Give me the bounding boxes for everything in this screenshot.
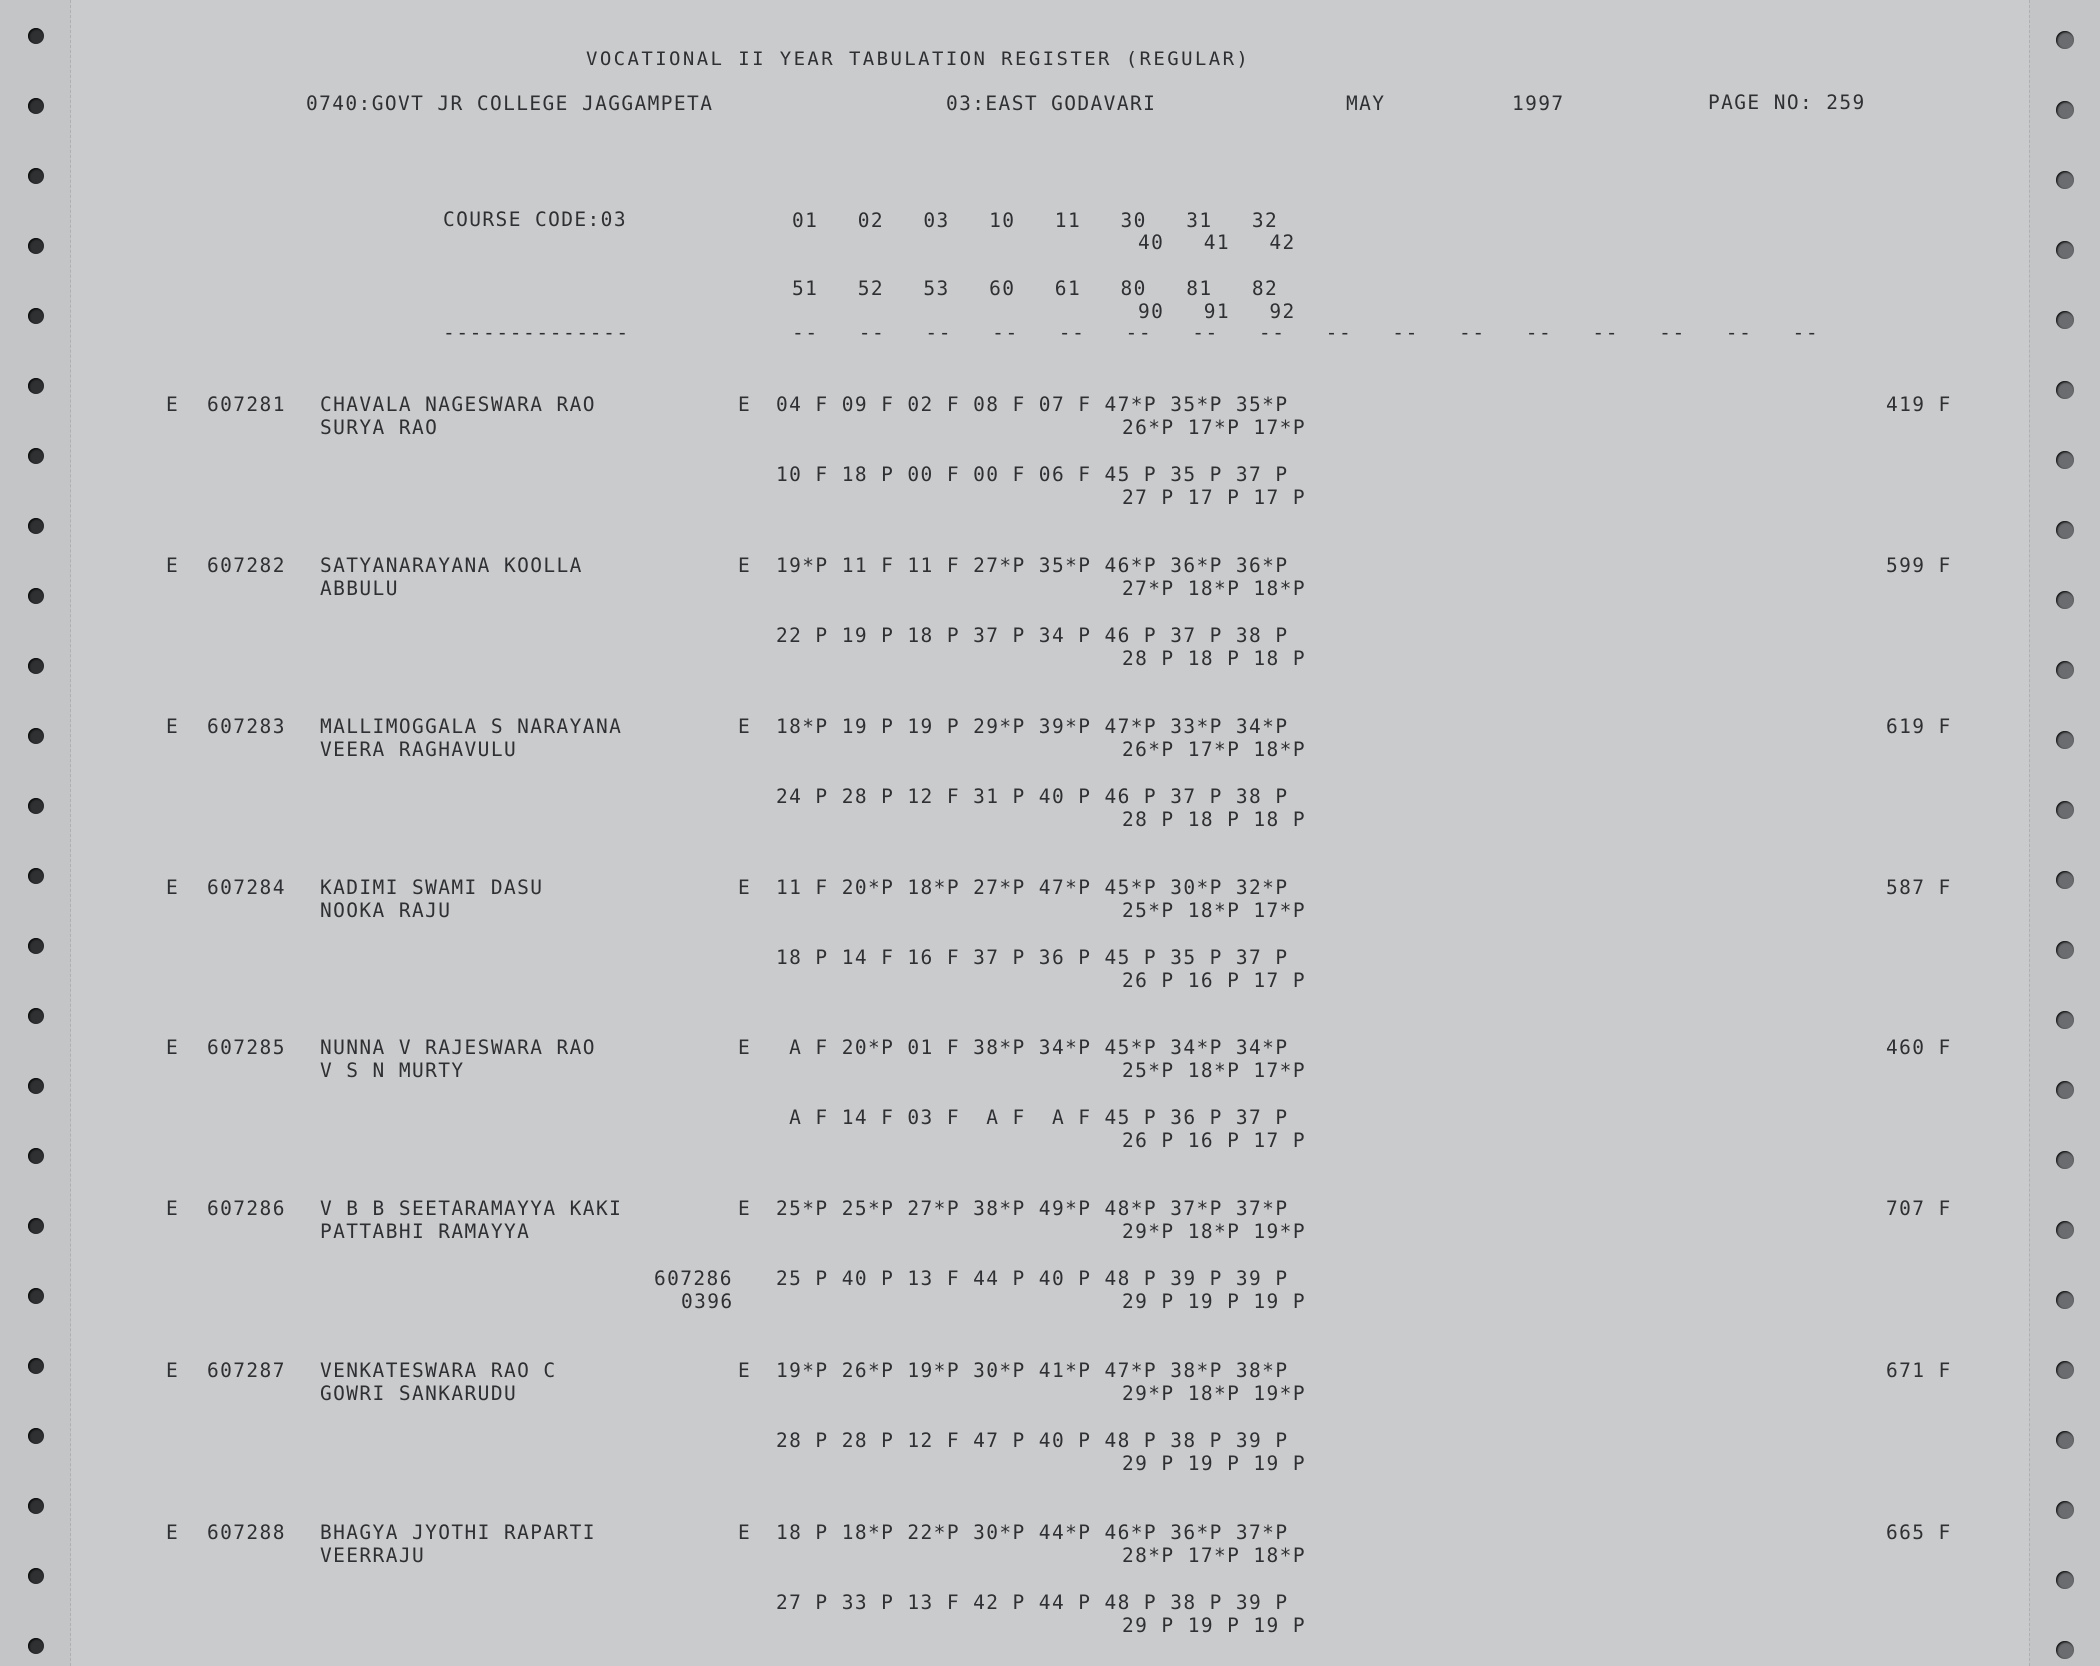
year1-marks: A F 20*P 01 F 38*P 34*P 45*P 34*P 34*P xyxy=(776,1036,1289,1059)
year2-marks: 25 P 40 P 13 F 44 P 40 P 48 P 39 P 39 P xyxy=(776,1267,1289,1290)
reference-number: 607286 xyxy=(654,1267,733,1290)
sprocket-hole xyxy=(2056,171,2074,189)
sprocket-hole xyxy=(28,588,44,604)
sprocket-hole xyxy=(28,308,44,324)
total-and-result: 619 F xyxy=(1886,715,1952,738)
college-name: 0740:GOVT JR COLLEGE JAGGAMPETA xyxy=(306,92,714,115)
year1-marks-sub: 28*P 17*P 18*P xyxy=(1122,1544,1306,1567)
sprocket-hole xyxy=(28,938,44,954)
sprocket-hole xyxy=(28,1498,44,1514)
student-flag: E xyxy=(166,393,180,416)
sprocket-hole xyxy=(2056,1221,2074,1239)
total-and-result: 419 F xyxy=(1886,393,1952,416)
student-name: SATYANARAYANA KOOLLA xyxy=(320,554,583,577)
total-and-result: 665 F xyxy=(1886,1521,1952,1544)
year1-marks: 19*P 26*P 19*P 30*P 41*P 47*P 38*P 38*P xyxy=(776,1359,1289,1382)
year2-marks-sub: 28 P 18 P 18 P xyxy=(1122,647,1306,670)
year2-marks-sub: 27 P 17 P 17 P xyxy=(1122,486,1306,509)
year2-marks-sub: 29 P 19 P 19 P xyxy=(1122,1614,1306,1637)
roll-number: 607287 xyxy=(207,1359,286,1382)
year2-marks-sub: 29 P 19 P 19 P xyxy=(1122,1290,1306,1313)
subject-codes-row2-sub: 90 91 92 xyxy=(1138,300,1296,323)
student-flag: E xyxy=(166,1359,180,1382)
course-code: COURSE CODE:03 xyxy=(443,208,627,231)
sprocket-hole xyxy=(2056,311,2074,329)
sprocket-hole xyxy=(2056,801,2074,819)
year1-marks-sub: 29*P 18*P 19*P xyxy=(1122,1220,1306,1243)
total-and-result: 460 F xyxy=(1886,1036,1952,1059)
year1-marks-sub: 29*P 18*P 19*P xyxy=(1122,1382,1306,1405)
subject-codes-row2: 51 52 53 60 61 80 81 82 xyxy=(792,277,1279,300)
sprocket-hole xyxy=(2056,1571,2074,1589)
sprocket-hole xyxy=(28,1568,44,1584)
reference-code: 0396 xyxy=(681,1290,734,1313)
sprocket-hole xyxy=(28,1148,44,1164)
student-name: VENKATESWARA RAO C xyxy=(320,1359,557,1382)
student-flag: E xyxy=(166,876,180,899)
year1-marks-sub: 26*P 17*P 18*P xyxy=(1122,738,1306,761)
student-name: V B B SEETARAMAYYA KAKI xyxy=(320,1197,623,1220)
report-title: VOCATIONAL II YEAR TABULATION REGISTER (REGULAR) xyxy=(586,48,1251,70)
medium-code: E xyxy=(738,554,752,577)
roll-number: 607282 xyxy=(207,554,286,577)
medium-code: E xyxy=(738,1359,752,1382)
sprocket-hole xyxy=(2056,731,2074,749)
roll-number: 607283 xyxy=(207,715,286,738)
sprocket-hole xyxy=(2056,871,2074,889)
sprocket-hole xyxy=(28,1428,44,1444)
year1-marks-sub: 25*P 18*P 17*P xyxy=(1122,899,1306,922)
student-flag: E xyxy=(166,1036,180,1059)
year2-marks: 27 P 33 P 13 F 42 P 44 P 48 P 38 P 39 P xyxy=(776,1591,1289,1614)
sprocket-hole xyxy=(2056,1641,2074,1659)
year1-marks-sub: 26*P 17*P 17*P xyxy=(1122,416,1306,439)
sprocket-hole xyxy=(2056,101,2074,119)
student-name: MALLIMOGGALA S NARAYANA xyxy=(320,715,623,738)
sprocket-hole xyxy=(2056,941,2074,959)
sprocket-hole xyxy=(28,378,44,394)
medium-code: E xyxy=(738,393,752,416)
father-name: NOOKA RAJU xyxy=(320,899,452,922)
exam-year: 1997 xyxy=(1512,92,1565,115)
sprocket-hole xyxy=(28,518,44,534)
year2-marks: 18 P 14 F 16 F 37 P 36 P 45 P 35 P 37 P xyxy=(776,946,1289,969)
year2-marks-sub: 26 P 16 P 17 P xyxy=(1122,969,1306,992)
total-and-result: 707 F xyxy=(1886,1197,1952,1220)
sprocket-hole xyxy=(28,168,44,184)
sprocket-hole xyxy=(28,1008,44,1024)
sprocket-hole xyxy=(2056,521,2074,539)
sprocket-hole xyxy=(2056,1011,2074,1029)
father-name: GOWRI SANKARUDU xyxy=(320,1382,518,1405)
sprocket-hole xyxy=(2056,1291,2074,1309)
roll-number: 607286 xyxy=(207,1197,286,1220)
year1-marks: 11 F 20*P 18*P 27*P 47*P 45*P 30*P 32*P xyxy=(776,876,1289,899)
sprocket-hole xyxy=(2056,451,2074,469)
sprocket-hole xyxy=(2056,591,2074,609)
sprocket-hole xyxy=(2056,381,2074,399)
column-dashes: -- -- -- -- -- -- -- -- -- -- -- -- -- -- -- -- xyxy=(792,321,1820,344)
total-and-result: 671 F xyxy=(1886,1359,1952,1382)
left-tractor-strip xyxy=(0,0,71,1666)
sprocket-hole xyxy=(28,658,44,674)
sprocket-hole xyxy=(28,868,44,884)
roll-number: 607281 xyxy=(207,393,286,416)
roll-number: 607284 xyxy=(207,876,286,899)
sprocket-hole xyxy=(28,98,44,114)
year1-marks: 19*P 11 F 11 F 27*P 35*P 46*P 36*P 36*P xyxy=(776,554,1289,577)
sprocket-hole xyxy=(28,798,44,814)
year2-marks-sub: 29 P 19 P 19 P xyxy=(1122,1452,1306,1475)
sprocket-hole xyxy=(28,1218,44,1234)
medium-code: E xyxy=(738,876,752,899)
student-flag: E xyxy=(166,1197,180,1220)
roll-number: 607288 xyxy=(207,1521,286,1544)
student-name: BHAGYA JYOTHI RAPARTI xyxy=(320,1521,596,1544)
sprocket-hole xyxy=(28,1358,44,1374)
year2-marks: 10 F 18 P 00 F 00 F 06 F 45 P 35 P 37 P xyxy=(776,463,1289,486)
sprocket-hole xyxy=(2056,1081,2074,1099)
medium-code: E xyxy=(738,1521,752,1544)
year2-marks-sub: 26 P 16 P 17 P xyxy=(1122,1129,1306,1152)
sprocket-hole xyxy=(2056,661,2074,679)
sprocket-hole xyxy=(28,1638,44,1654)
total-and-result: 587 F xyxy=(1886,876,1952,899)
sprocket-hole xyxy=(2056,1151,2074,1169)
student-flag: E xyxy=(166,715,180,738)
total-and-result: 599 F xyxy=(1886,554,1952,577)
year1-marks: 04 F 09 F 02 F 08 F 07 F 47*P 35*P 35*P xyxy=(776,393,1289,416)
father-name: VEERA RAGHAVULU xyxy=(320,738,518,761)
sprocket-hole xyxy=(28,448,44,464)
sprocket-hole xyxy=(28,1078,44,1094)
roll-number: 607285 xyxy=(207,1036,286,1059)
year1-marks-sub: 25*P 18*P 17*P xyxy=(1122,1059,1306,1082)
right-tractor-strip xyxy=(2029,0,2100,1666)
medium-code: E xyxy=(738,715,752,738)
year1-marks: 25*P 25*P 27*P 38*P 49*P 48*P 37*P 37*P xyxy=(776,1197,1289,1220)
student-name: KADIMI SWAMI DASU xyxy=(320,876,544,899)
page-number: PAGE NO: 259 xyxy=(1708,91,1866,114)
father-name: ABBULU xyxy=(320,577,399,600)
year1-marks-sub: 27*P 18*P 18*P xyxy=(1122,577,1306,600)
year1-marks: 18*P 19 P 19 P 29*P 39*P 47*P 33*P 34*P xyxy=(776,715,1289,738)
subject-codes-row1-sub: 40 41 42 xyxy=(1138,231,1296,254)
year1-marks: 18 P 18*P 22*P 30*P 44*P 46*P 36*P 37*P xyxy=(776,1521,1289,1544)
course-underline: -------------- xyxy=(443,321,630,344)
student-name: CHAVALA NAGESWARA RAO xyxy=(320,393,596,416)
father-name: VEERRAJU xyxy=(320,1544,426,1567)
sprocket-hole xyxy=(2056,1361,2074,1379)
student-flag: E xyxy=(166,554,180,577)
sprocket-hole xyxy=(2056,31,2074,49)
father-name: V S N MURTY xyxy=(320,1059,465,1082)
year2-marks-sub: 28 P 18 P 18 P xyxy=(1122,808,1306,831)
father-name: SURYA RAO xyxy=(320,416,439,439)
exam-month: MAY xyxy=(1346,92,1386,115)
sprocket-hole xyxy=(28,1288,44,1304)
year2-marks: 24 P 28 P 12 F 31 P 40 P 46 P 37 P 38 P xyxy=(776,785,1289,808)
year2-marks: 22 P 19 P 18 P 37 P 34 P 46 P 37 P 38 P xyxy=(776,624,1289,647)
student-flag: E xyxy=(166,1521,180,1544)
district-name: 03:EAST GODAVARI xyxy=(946,92,1157,115)
medium-code: E xyxy=(738,1036,752,1059)
year2-marks: A F 14 F 03 F A F A F 45 P 36 P 37 P xyxy=(776,1106,1289,1129)
sprocket-hole xyxy=(28,238,44,254)
sprocket-hole xyxy=(2056,1501,2074,1519)
year2-marks: 28 P 28 P 12 F 47 P 40 P 48 P 38 P 39 P xyxy=(776,1429,1289,1452)
father-name: PATTABHI RAMAYYA xyxy=(320,1220,531,1243)
sprocket-hole xyxy=(2056,241,2074,259)
subject-codes-row1: 01 02 03 10 11 30 31 32 xyxy=(792,209,1279,232)
medium-code: E xyxy=(738,1197,752,1220)
sprocket-hole xyxy=(28,728,44,744)
sprocket-hole xyxy=(28,28,44,44)
sprocket-hole xyxy=(2056,1431,2074,1449)
student-name: NUNNA V RAJESWARA RAO xyxy=(320,1036,596,1059)
